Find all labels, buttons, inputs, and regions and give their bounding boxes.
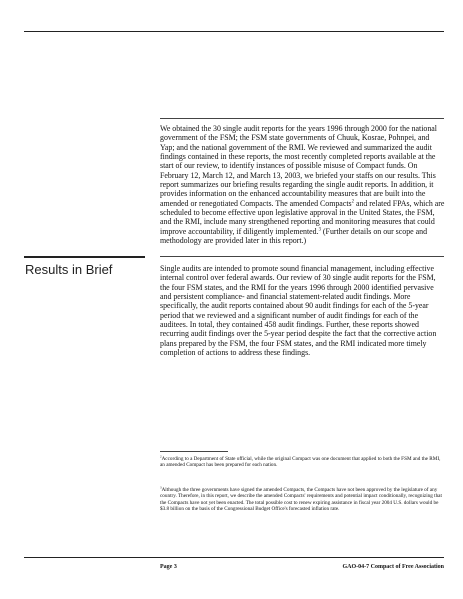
footnote-number: 3 <box>160 485 162 490</box>
footnote-3 <box>160 487 445 513</box>
intro-text-3: (Further details on our scope and methodology are provided later in this report.) <box>160 226 428 246</box>
footnote-2 <box>160 456 445 469</box>
footnote-ref-3[interactable]: 3 <box>318 227 321 233</box>
intro-paragraph <box>160 124 445 245</box>
footnote-number: 2 <box>160 454 162 459</box>
section-heading-rule <box>24 256 145 258</box>
footer-rule <box>24 557 444 558</box>
column-divider <box>160 118 444 119</box>
footnote-ref-2[interactable]: 2 <box>351 199 354 205</box>
footnote-text: According to a Department of State official, while the original Compact was one document that applied to both the FSM and the RMI, an amended Compact has been prepared for each nation. <box>160 456 441 469</box>
section-heading: Results in Brief <box>25 262 113 277</box>
report-title: GAO-04-7 Compact of Free Association <box>342 564 444 570</box>
header-rule <box>24 31 444 32</box>
page-number: Page 3 <box>160 564 177 570</box>
results-paragraph: Single audits are intended to promote sound financial management, including effective internal control over federal awards. Our review of 30 single audit reports for the FSM, the four FSM states, and the RMI for the years 1996 through 2000 identified pervasive and persistent compliance- and financial statement-related audit findings. More specifically, the audit reports contained about 90 audit findings for each of the 5-year period that we reviewed and a significant number of audit findings for each of the auditees. In total, they contained 458 audit findings. Further, these reports showed recurring audit findings over the 5-year period despite the fact that the corrective action plans prepared by the FSM, the four FSM states, and the RMI indicated more timely completion of actions to address these findings. <box>160 264 437 358</box>
footnote-separator <box>160 451 228 452</box>
intro-text-1: We obtained the 30 single audit reports for the years 1996 through 2000 for the national government of the FSM; the FSM state governments of Chuuk, Kosrae, Pohnpei, and Yap; and the national government of the RMI. We reviewed and summarized the audit findings contained in these reports, the most recently completed reports available at the start of our review, to identify instances of possible misuse of Compact funds. On February 12, March 12, and March 13, 2003, we briefed your staffs on our results. This report summarizes our briefing results regarding the single audit reports. In addition, it provides information on the enhanced accountability measures that are built into the amended or renegotiated Compacts. The amended Compacts <box>160 124 437 208</box>
footnote-text: Although the three governments have signed the amended Compacts, the Compacts have not been approved by the legislature of any country. Therefore, in this report, we describe the amended Compacts' requirements and potential impact conditionally, recognizing that the Compacts have not yet been enacted. The total possible cost to renew expiring assistance in fiscal year 2004 U.S. dollars would be $3.8 billion on the basis of the Congressional Budget Office's forecasted inflation rate. <box>160 487 442 513</box>
intro-text-2: and related FPAs, which are scheduled to become effective upon legislative approval in the United States, the FSM, and the RMI, include many strengthened reporting and monitoring measures that could improve accountability, if diligently implemented. <box>160 198 445 236</box>
section-body-rule <box>160 256 444 257</box>
